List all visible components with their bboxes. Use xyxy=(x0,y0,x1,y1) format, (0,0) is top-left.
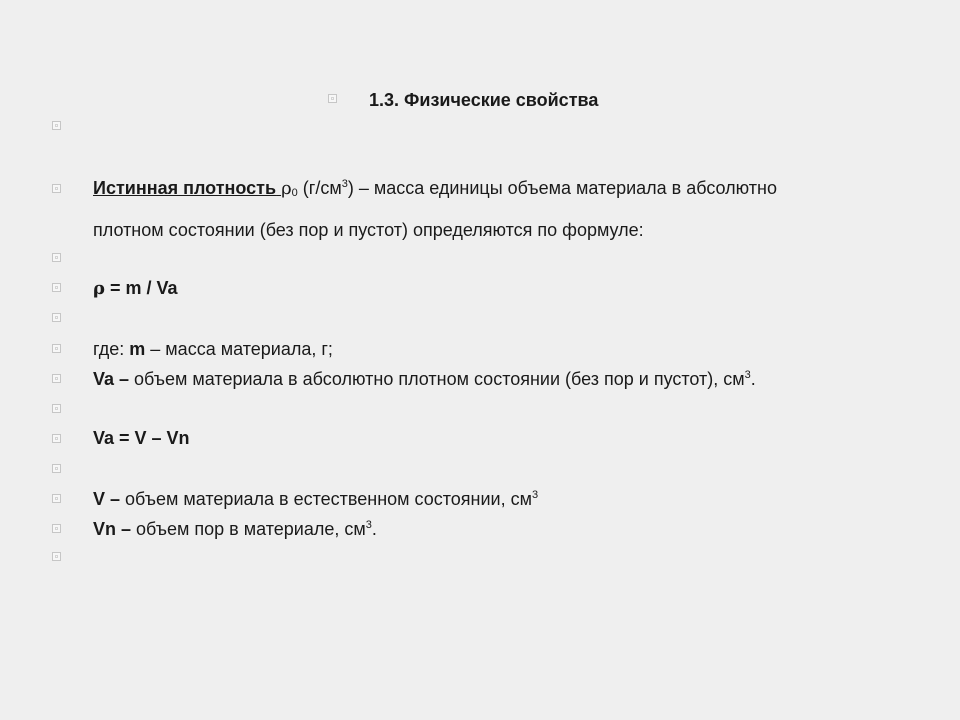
v-line xyxy=(93,488,538,510)
var-v: V – xyxy=(93,489,126,509)
where-prefix: где: xyxy=(93,339,130,359)
bullet-icon xyxy=(52,374,61,383)
where-line xyxy=(93,338,333,360)
definition-line-2: плотном состоянии (без пор и пустот) определяются по формуле: xyxy=(93,220,644,240)
slide-title: 1.3. Физические свойства xyxy=(369,90,599,110)
equals-sign: = xyxy=(104,278,126,298)
va-end: . xyxy=(750,369,756,389)
va-sup: 3 xyxy=(744,369,751,381)
bullet-icon xyxy=(52,344,61,353)
bullet-icon xyxy=(52,313,61,322)
vn-rest: объем пор в материале, см xyxy=(136,519,366,539)
rho-subscript: 0 xyxy=(291,187,298,199)
v-sup: 3 xyxy=(531,489,539,501)
bullet-icon xyxy=(52,184,61,193)
bullet-icon xyxy=(52,121,61,130)
rho-symbol: ρ xyxy=(281,178,292,199)
bullet-icon xyxy=(52,464,61,473)
bullet-icon xyxy=(52,253,61,262)
bullet-icon xyxy=(52,283,61,292)
bullet-icon xyxy=(52,524,61,533)
definition-term: Истинная плотность xyxy=(93,178,277,198)
v-rest: объем материала в естественном состоянии, см xyxy=(125,489,532,509)
formula-expression: m / Va xyxy=(125,278,178,298)
var-vn: Vn – xyxy=(93,519,137,539)
vn-sup: 3 xyxy=(365,519,372,531)
var-va: Va – xyxy=(93,369,135,389)
unit-open: (г/см xyxy=(297,178,342,198)
bullet-icon xyxy=(52,494,61,503)
definition-line-1 xyxy=(93,177,777,200)
rho-symbol: ρ xyxy=(93,278,105,299)
definition-rest: ) – масса единицы объема материала в абсолютно xyxy=(347,178,777,198)
bullet-icon xyxy=(52,552,61,561)
va-line xyxy=(93,368,756,390)
bullet-icon xyxy=(52,404,61,413)
unit-sup: 3 xyxy=(341,178,348,190)
vn-end: . xyxy=(371,519,377,539)
va-rest: объем материала в абсолютно плотном состоянии (без пор и пустот), см xyxy=(134,369,745,389)
where-rest: – масса материала, г; xyxy=(145,339,333,359)
bullet-icon xyxy=(52,434,61,443)
bullet-icon xyxy=(328,94,337,103)
var-m: m xyxy=(129,339,146,359)
vn-line xyxy=(93,518,377,540)
formula-density xyxy=(93,277,178,300)
formula-volume: Va = V – Vn xyxy=(93,428,190,448)
